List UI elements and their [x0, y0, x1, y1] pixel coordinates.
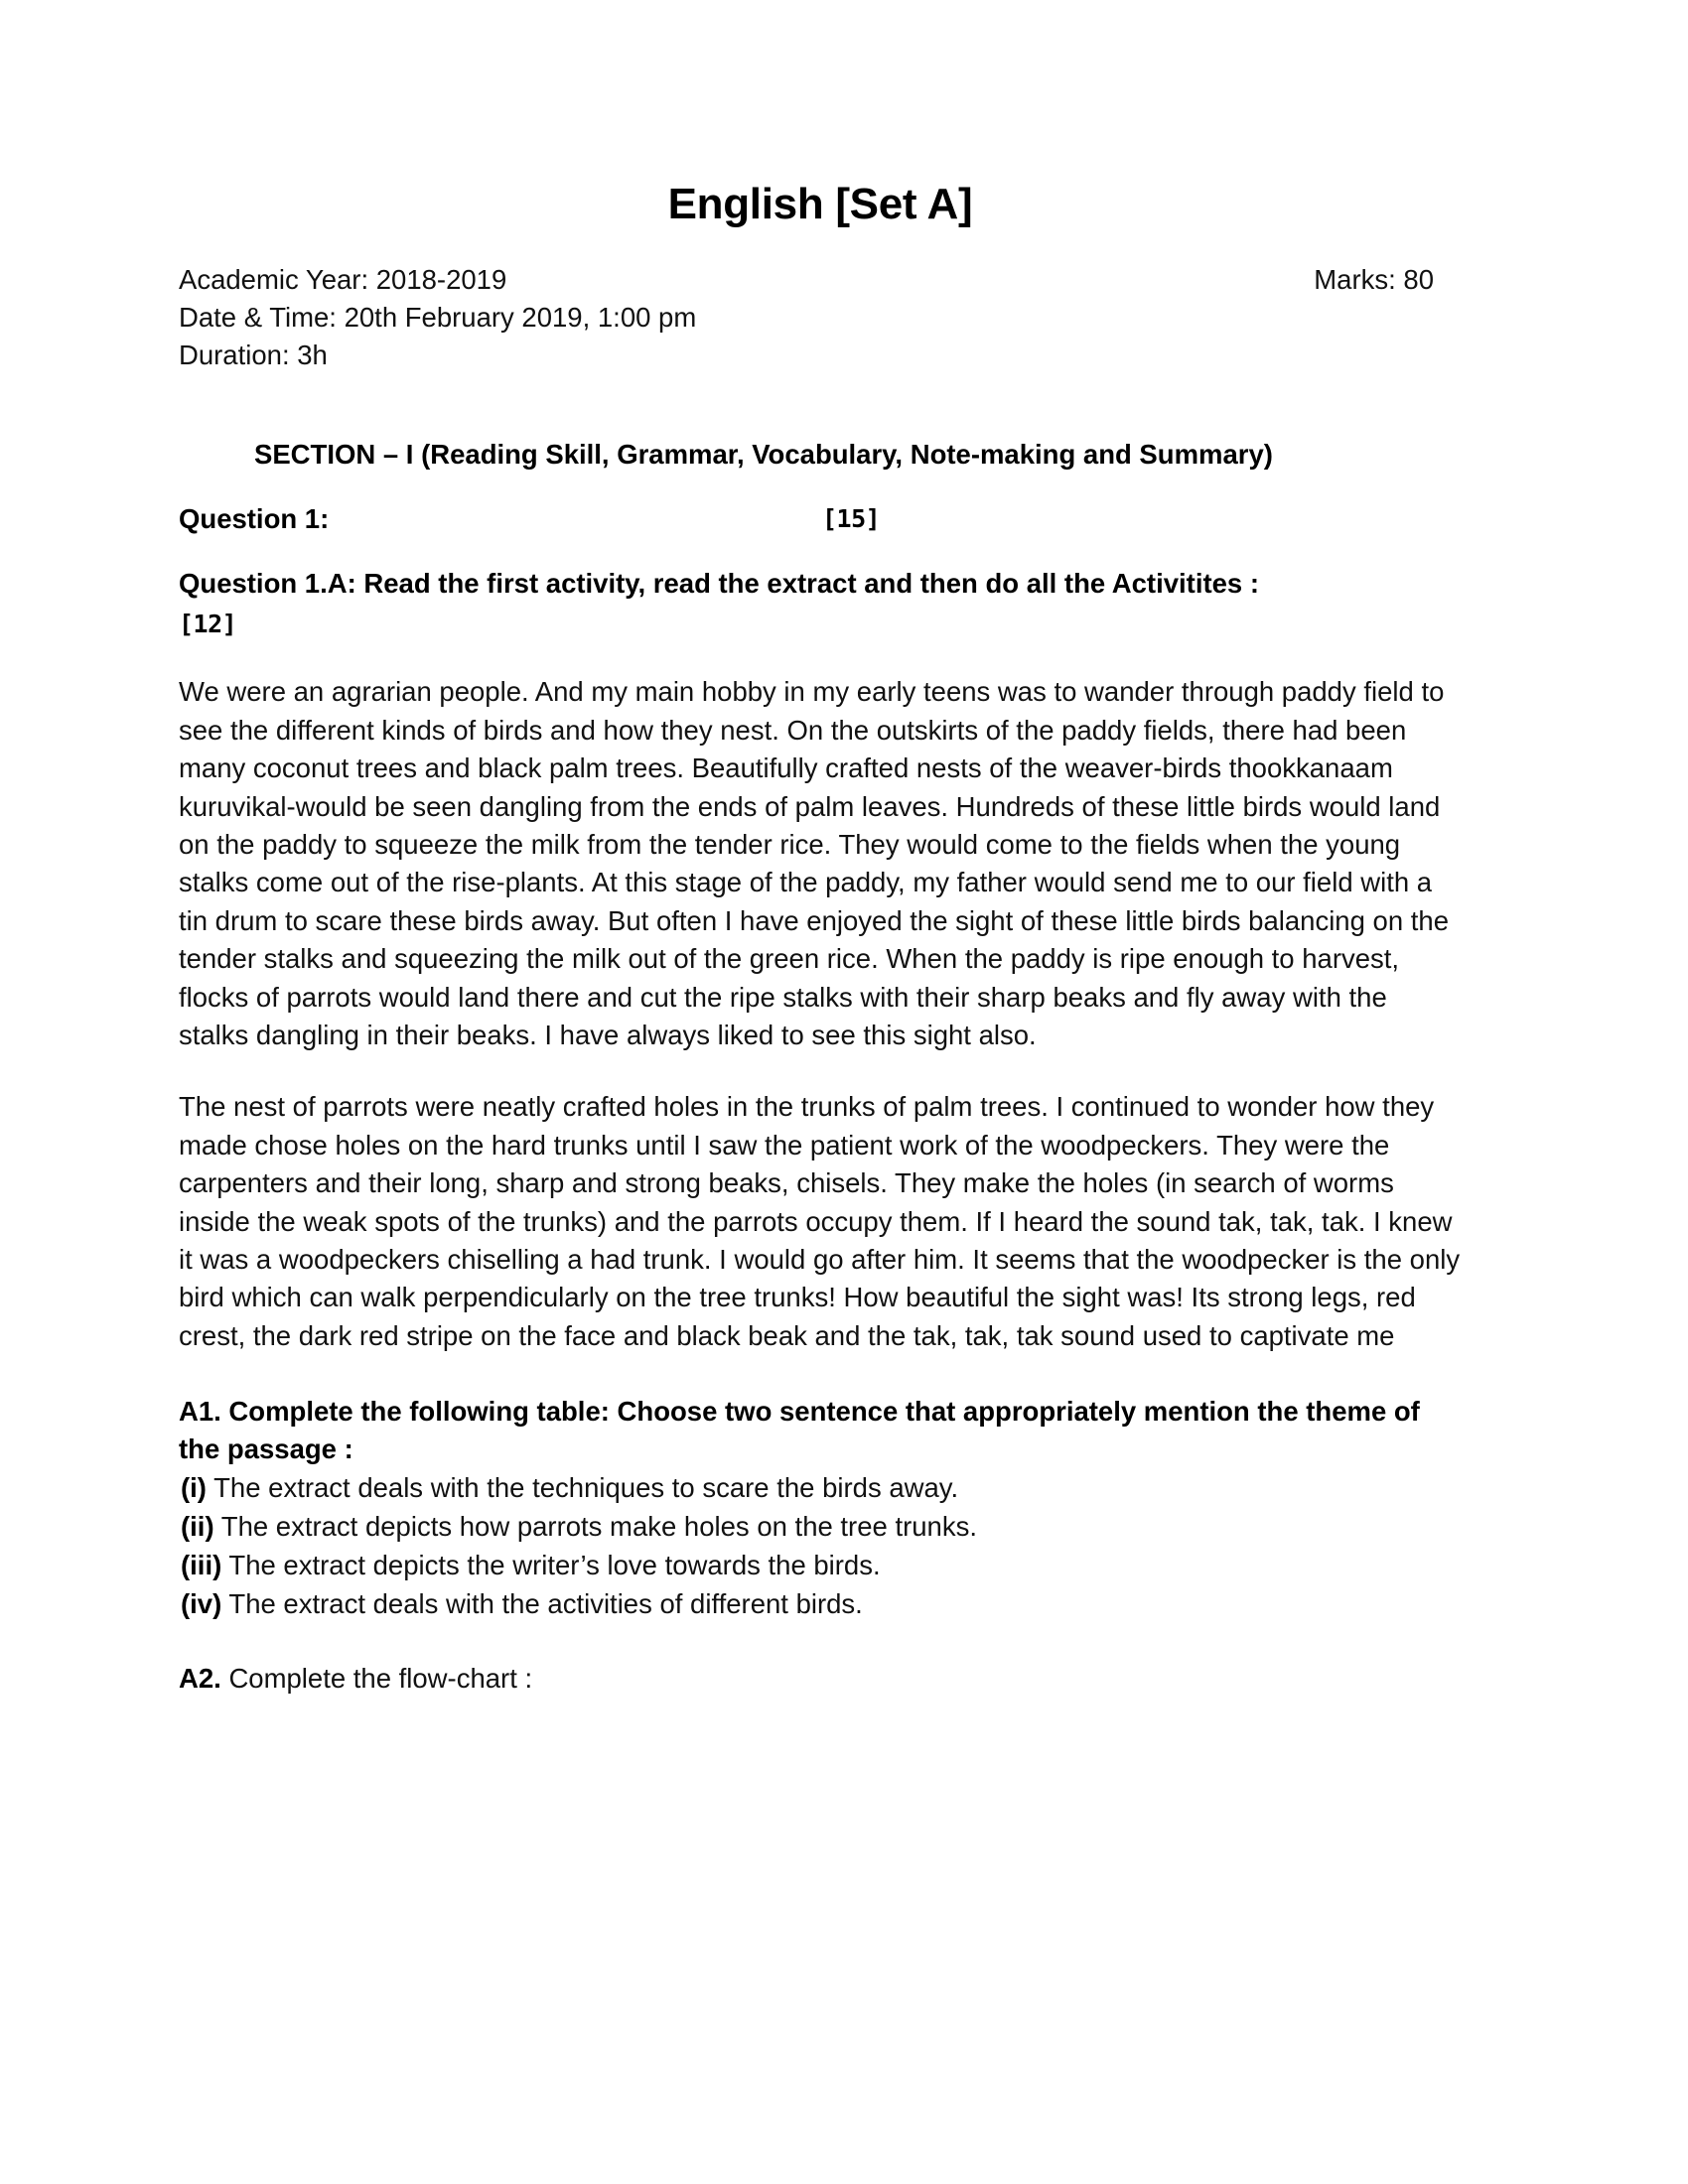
extract-paragraph: We were an agrarian people. And my main hobby in my early teens was to wander through paddy field to see the different kinds of birds and how they nest. On the outskirts of the paddy fields, there had been many coconut trees and black palm trees. Beautifully crafted nests of the weaver-birds thookkanaam kuruvikal-would be seen dangling from the ends of palm leaves. Hundreds of these little birds would land on the paddy to squeeze the milk from the tender rice. They would come to the fields when the young stalks come out of the rise-plants. At this stage of the paddy, my father would send me to our field with a tin drum to scare these birds away. But often I have enjoyed the sight of these little birds balancing on the tender stalks and squeezing the milk out of the green rice. When the paddy is ripe enough to harvest, flocks of parrots would land there and cut the ripe stalks with their sharp beaks and fly away with the stalks dangling in their beaks. I have always liked to see this sight also.: [179, 676, 1449, 1051]
list-item: [181, 1546, 1462, 1584]
question-1-label: Question 1:: [179, 503, 330, 535]
academic-year-text: Academic Year: 2018-2019: [179, 264, 507, 296]
option-marker: (i): [181, 1472, 207, 1504]
activity-a2-label: A2.: [179, 1663, 221, 1695]
list-item: [181, 1507, 1462, 1546]
list-item: [181, 1468, 1462, 1507]
activity-a1-heading: A1. Complete the following table: Choose two sentence that appropriately mention the theme of the passage :: [179, 1396, 1420, 1465]
option-text: The extract depicts how parrots make holes on the tree trunks.: [220, 1511, 977, 1543]
question-1-marks: [15]: [822, 504, 881, 534]
page-content: [179, 0, 1462, 1698]
list-item: [181, 1584, 1462, 1623]
exam-metadata: [179, 261, 1462, 374]
option-text: The extract deals with the activities of different birds.: [228, 1588, 863, 1620]
question-1a-label: Question 1.A: Read the first activity, read the extract and then do all the Activitites :: [179, 568, 1260, 600]
question-1a-block: [179, 563, 1462, 644]
activity-a2-text: Complete the flow-chart :: [228, 1663, 533, 1695]
question-1a-marks: [12]: [179, 610, 237, 639]
extract-paragraph: The nest of parrots were neatly crafted holes in the trunks of palm trees. I continued to wonder how they made chose holes on the hard trunks until I saw the patient work of the woodpeckers. They were the carpenters and their long, sharp and strong beaks, chisels. They make the holes (in search of worms inside the weak spots of the trunks) and the parrots occupy them. If I heard the sound tak, tak, tak. I knew it was a woodpeckers chiselling a had trunk. I would go after him. It seems that the woodpecker is the only bird which can walk perpendicularly on the tree trunks! How beautiful the sight was! Its strong legs, red crest, the dark red stripe on the face and black beak and the tak, tak, tak sound used to captivate me: [179, 1091, 1461, 1351]
activity-a1-option-list: [179, 1468, 1462, 1623]
question-1-row: [179, 500, 1462, 538]
metadata-row-duration: [179, 337, 1462, 374]
duration-text: Duration: 3h: [179, 340, 328, 371]
metadata-row-datetime: [179, 299, 1462, 337]
option-marker: (iv): [181, 1588, 222, 1620]
option-text: The extract deals with the techniques to scare the birds away.: [213, 1472, 959, 1504]
page-title: English [Set A]: [667, 180, 973, 228]
section-heading: SECTION – I (Reading Skill, Grammar, Vocabulary, Note-making and Summary): [254, 439, 1273, 471]
option-marker: (iii): [181, 1550, 222, 1581]
option-text: The extract depicts the writer’s love towards the birds.: [228, 1550, 881, 1581]
option-marker: (ii): [181, 1511, 214, 1543]
date-time-text: Date & Time: 20th February 2019, 1:00 pm: [179, 302, 697, 334]
activity-a2-line: [179, 1660, 1462, 1698]
metadata-row-year: [179, 261, 1462, 299]
marks-total-text: Marks: 80: [1314, 264, 1434, 296]
